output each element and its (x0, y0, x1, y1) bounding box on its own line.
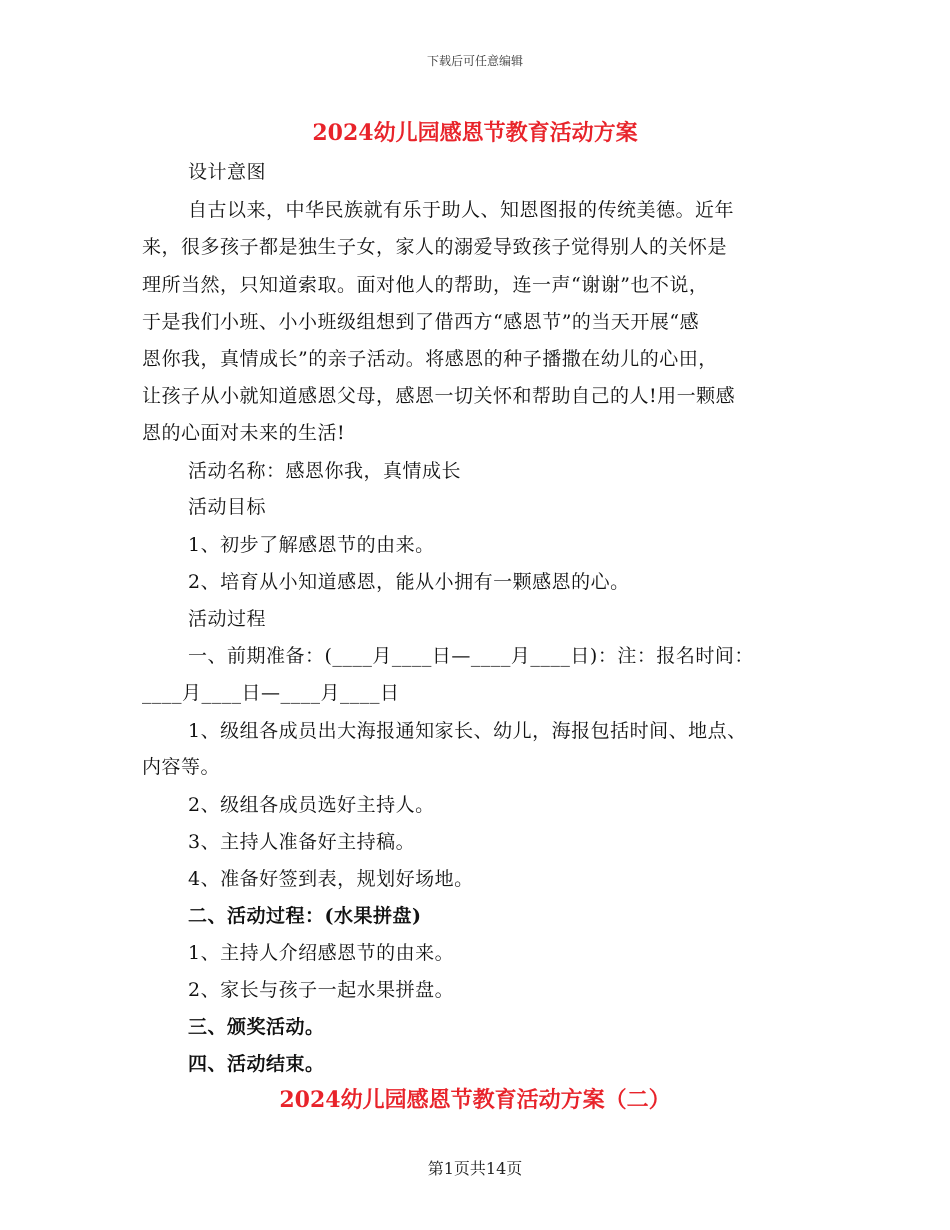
list-item: 2、级组各成员选好主持人。 (188, 794, 435, 816)
list-item: 2、家长与孩子一起水果拼盘。 (188, 979, 455, 1001)
page-header: 下载后可任意编辑 (426, 54, 523, 68)
section-heading: 四、活动结束。 (188, 1053, 325, 1075)
section-heading: 二、活动过程：(水果拼盘) (188, 905, 422, 927)
document-title: 2024幼儿园感恩节教育活动方案 (312, 120, 638, 146)
section-heading: 设计意图 (188, 161, 267, 183)
list-item: 1、初步了解感恩节的由来。 (188, 534, 435, 556)
paragraph-line: ____月____日—____月____日 (142, 682, 400, 704)
activity-name: 活动名称：感恩你我，真情成长 (188, 460, 462, 482)
section-heading: 活动目标 (188, 496, 267, 518)
document-title-2: 2024幼儿园感恩节教育活动方案（二） (279, 1087, 671, 1113)
list-item: 1、主持人介绍感恩节的由来。 (188, 942, 455, 964)
section-heading: 三、颁奖活动。 (188, 1016, 325, 1038)
list-item: 1、级组各成员出大海报通知家长、幼儿，海报包括时间、地点、 (188, 720, 747, 742)
list-item: 4、准备好签到表，规划好场地。 (188, 868, 474, 890)
paragraph-line: 内容等。 (142, 756, 221, 778)
list-item: 2、培育从小知道感恩，能从小拥有一颗感恩的心。 (188, 571, 630, 593)
paragraph-line: 于是我们小班、小小班级组想到了借西方“感恩节”的当天开展“感 (142, 311, 700, 333)
paragraph-line: 恩的心面对未来的生活! (142, 422, 346, 444)
page-footer: 第1页共14页 (427, 1159, 523, 1178)
paragraph-line: 来，很多孩子都是独生子女，家人的溺爱导致孩子觉得别人的关怀是 (142, 236, 728, 258)
paragraph-line: 让孩子从小就知道感恩父母，感恩一切关怀和帮助自己的人!用一颗感 (142, 385, 736, 407)
paragraph-line: 自古以来，中华民族就有乐于助人、知恩图报的传统美德。近年 (188, 199, 735, 221)
paragraph-line: 理所当然，只知道索取。面对他人的帮助，连一声“谢谢”也不说， (142, 274, 709, 296)
section-heading: 活动过程 (188, 608, 267, 630)
list-item: 3、主持人准备好主持稿。 (188, 831, 416, 853)
paragraph-line: 一、前期准备：(____月____日—____月____日)：注：报名时间： (188, 645, 754, 667)
paragraph-line: 恩你我，真情成长”的亲子活动。将感恩的种子播撒在幼儿的心田， (142, 348, 718, 370)
